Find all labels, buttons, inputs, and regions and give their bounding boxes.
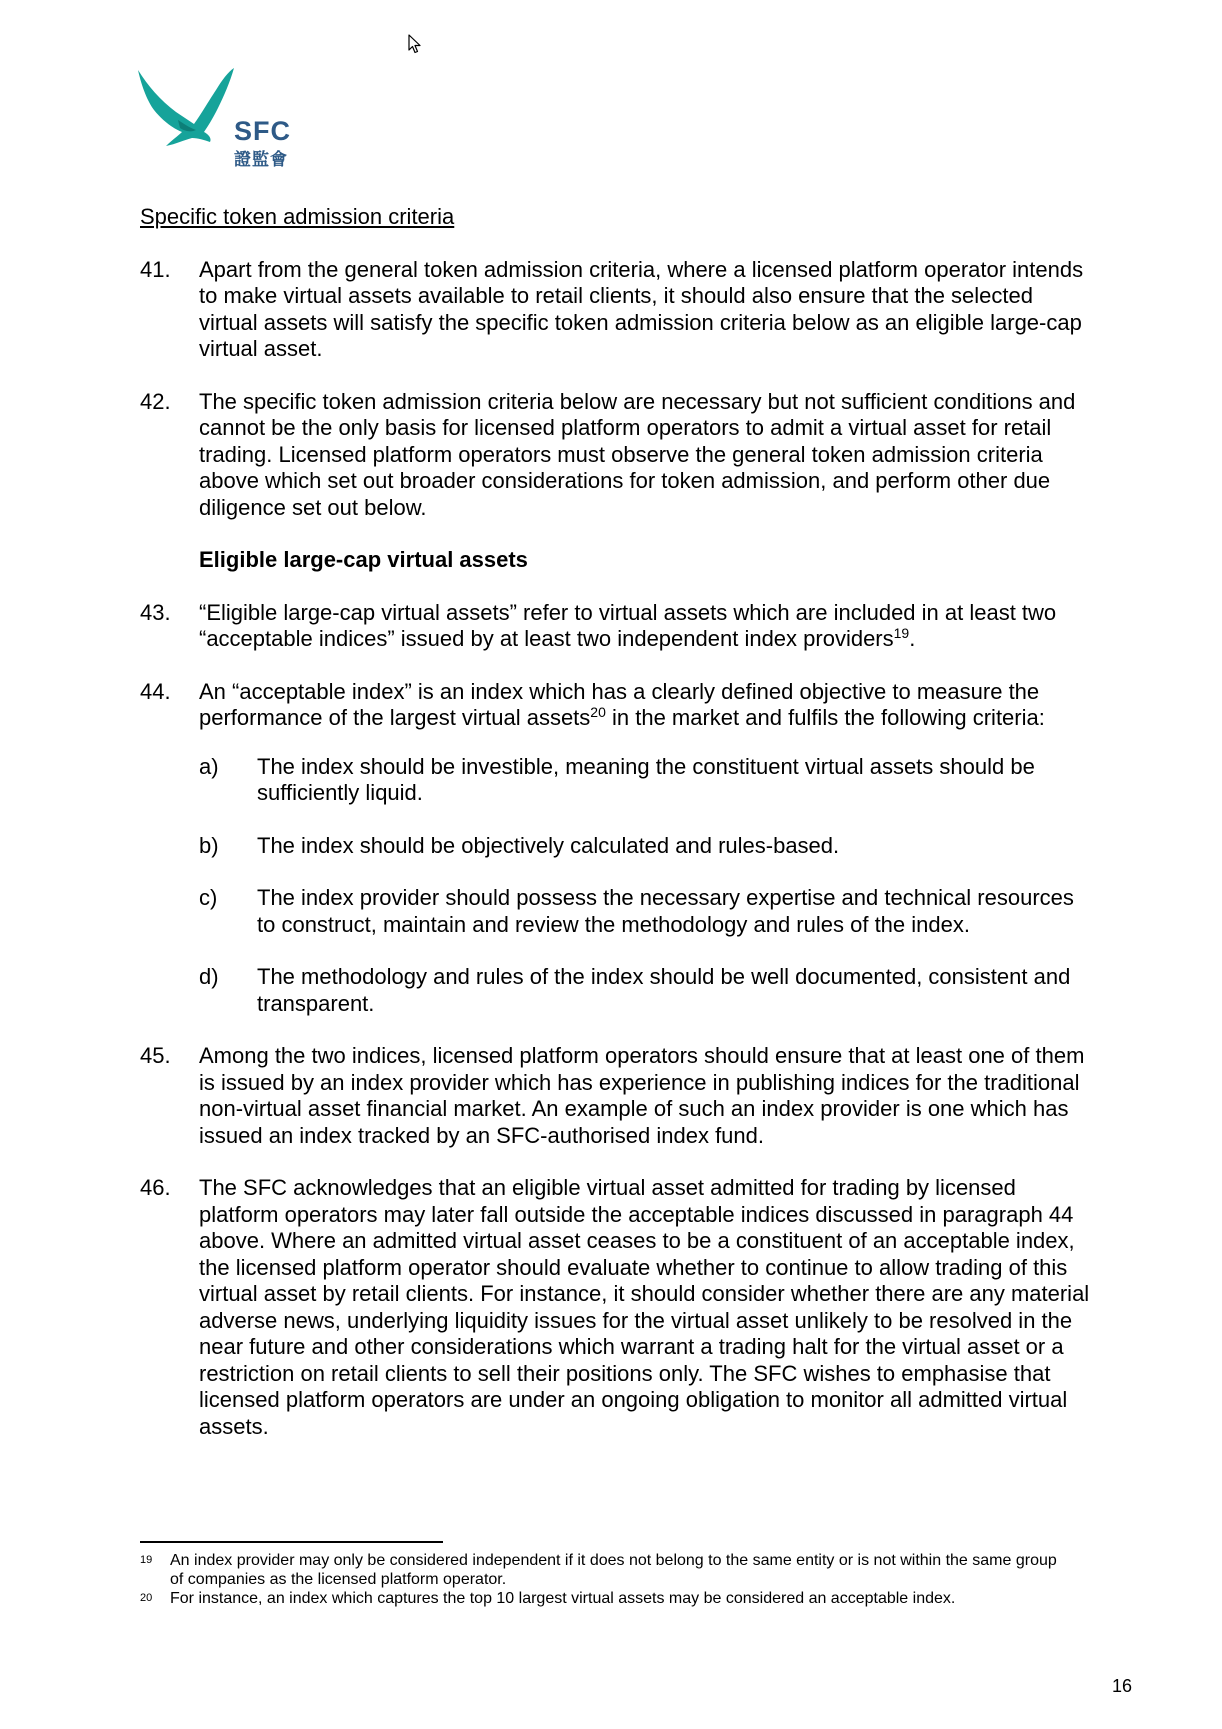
paragraph-text-tail: . [909,626,916,651]
paragraph-text: An “acceptable index” is an index which has a clearly defined objective to measure the performance of the largest virtual assets [199,678,1040,730]
item-text: The index should be objectively calculated and rules-based. [257,832,840,858]
criteria-item-d [140,964,1090,1017]
document-body [140,204,1090,1466]
paragraph-number: 44. [140,678,171,704]
paragraph-text: Among the two indices, licensed platform operators should ensure that at least one of them is issued by an index provider which has experience in publishing indices for the traditional non-virtual asset financial market. An example of such an index provider is one which has issued an index tracked by an SFC-authorised index fund. [199,1043,1085,1148]
section-heading: Specific token admission criteria [140,204,455,229]
paragraph-text-tail: in the market and fulfils the following criteria: [605,705,1045,730]
item-text: The index should be investible, meaning the constituent virtual assets should be sufficiently liquid. [257,753,1035,805]
criteria-item-a [140,754,1090,807]
item-text: The index provider should possess the necessary expertise and technical resources to construct, maintain and review the methodology and rules of the index. [257,885,1074,937]
paragraph-number: 41. [140,256,171,282]
paragraph-43 [140,600,1090,653]
item-letter: c) [199,885,218,910]
paragraph-45 [140,1043,1090,1149]
paragraph-text: Apart from the general token admission criteria, where a licensed platform operator intends to make virtual assets available to retail clients, it should also ensure that the selected virtual assets will satisfy the specific token admission criteria below as an eligible large-cap virtual asset. [199,256,1084,361]
footnote-number: 20 [140,1592,153,1604]
footnote-text: For instance, an index which captures the top 10 largest virtual assets may be considered an acceptable index. [170,1590,956,1607]
footnote-ref-20[interactable]: 20 [590,704,606,720]
item-text: The methodology and rules of the index should be well documented, consistent and transparent. [257,964,1071,1016]
sfc-logo [138,68,298,168]
logo-chinese-text: 證監會 [234,150,288,170]
paragraph-42 [140,389,1090,522]
paragraph-number: 45. [140,1043,171,1068]
footnotes [140,1551,1070,1608]
paragraph-46 [140,1175,1090,1440]
page-number: 16 [1112,1676,1133,1696]
mouse-cursor-icon [408,34,422,54]
paragraph-number: 46. [140,1175,171,1200]
criteria-item-c [140,885,1090,938]
eagle-logo-icon [138,68,238,148]
paragraph-text: The SFC acknowledges that an eligible virtual asset admitted for trading by licensed platform operators may later fall outside the acceptable indices discussed in paragraph 44 above. Where an admitted virtual asset ceases to be a constituent of an acceptable index, the licensed platform operator should evaluate whether to continue to allow trading of this virtual asset by retail clients. For instance, it should consider whether there are any material adverse news, underlying liquidity issues for the virtual asset unlikely to be resolved in the near future and other considerations which warrant a trading halt for the virtual asset or a restriction on retail clients to sell their positions only. The SFC wishes to emphasise that licensed platform operators are under an ongoing obligation to monitor all admitted virtual assets. [199,1175,1090,1439]
paragraph-number: 43. [140,599,171,625]
paragraph-text: The specific token admission criteria below are necessary but not sufficient conditions and cannot be the only basis for licensed platform operators to admit a virtual asset for retail trading. Licensed platform operators must observe the general token admission criteria above which set out broader considerations for token admission, and perform other due diligence set out below. [199,388,1076,520]
footnote-20 [140,1589,1070,1608]
footnote-ref-19[interactable]: 19 [893,625,910,641]
footnote-text: An index provider may only be considered independent if it does not belong to the same entity or is not within the same group of companies as the licensed platform operator. [170,1552,1057,1588]
paragraph-number: 42. [140,388,171,414]
subheading-eligible-large-cap: Eligible large-cap virtual assets [199,547,528,572]
footnote-number: 19 [140,1554,153,1566]
paragraph-41 [140,257,1090,363]
item-letter: b) [199,832,219,858]
paragraph-text: “Eligible large-cap virtual assets” refer to virtual assets which are included in at least two “acceptable indices” issued by at least two independent index providers [199,599,1057,651]
footnote-19 [140,1551,1070,1589]
logo-sfc-text: SFC [234,116,291,146]
item-letter: d) [199,964,219,989]
item-letter: a) [199,753,219,779]
criteria-item-b [140,833,1090,860]
footnote-divider [140,1541,443,1543]
paragraph-44 [140,679,1090,732]
